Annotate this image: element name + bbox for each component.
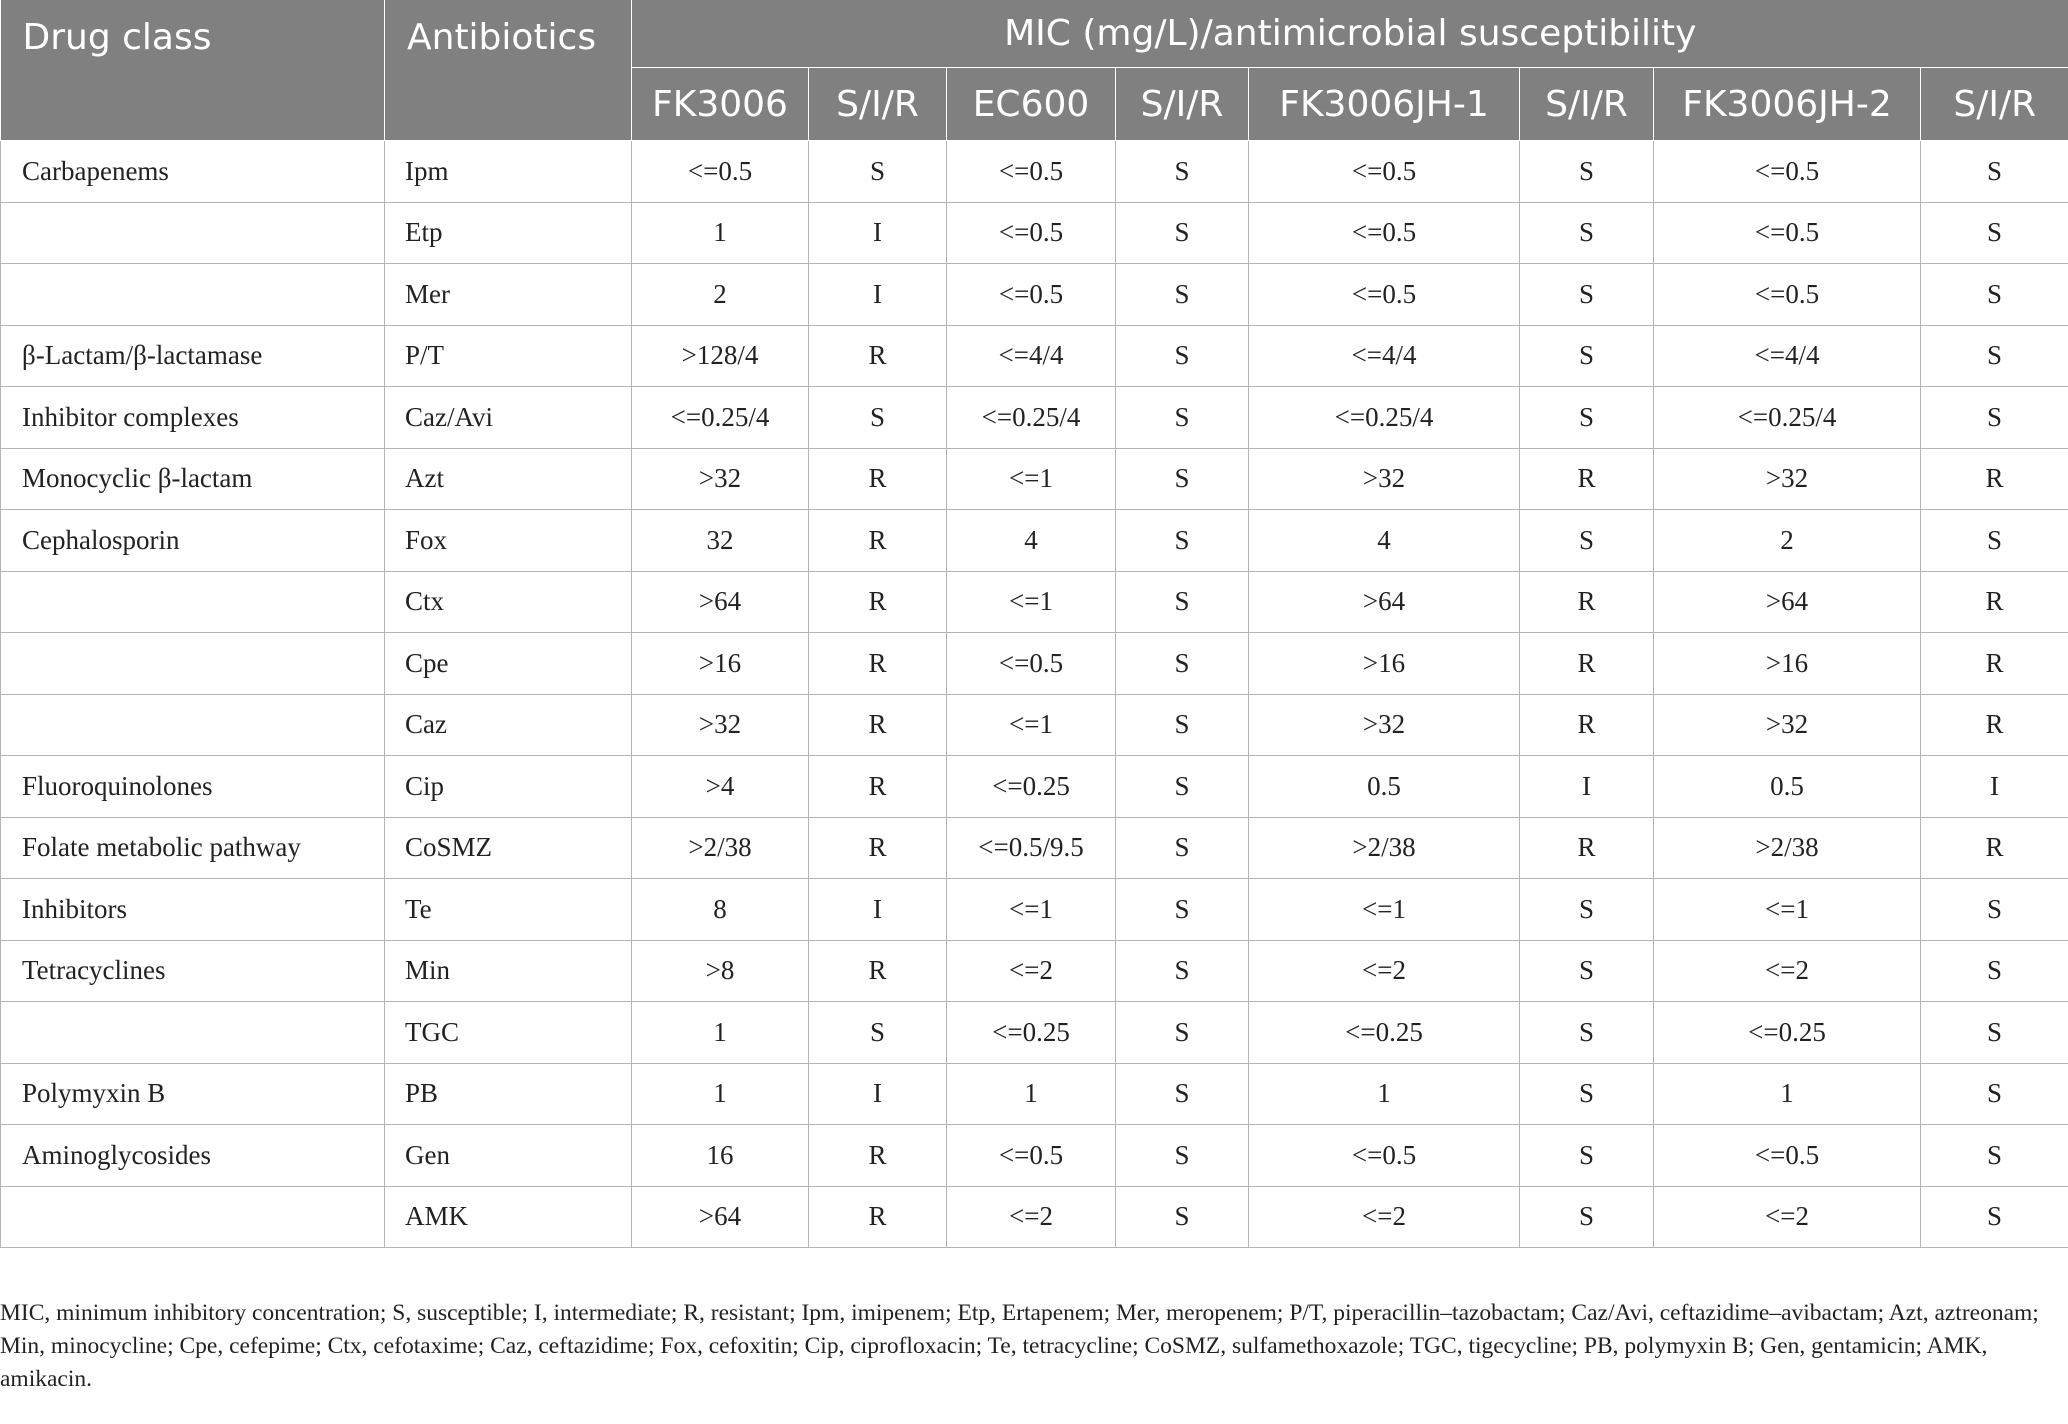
table-row — [1, 694, 2068, 756]
table-row — [1, 756, 2068, 818]
sir-cell: S — [1116, 325, 1249, 387]
drug-class-cell: β-Lactam/β-lactamase — [1, 325, 385, 387]
table-row — [1, 510, 2068, 572]
mic-value-cell: >4 — [632, 756, 809, 818]
drug-class-cell — [1, 1186, 385, 1248]
table-row — [1, 879, 2068, 941]
mic-value-cell: 2 — [632, 264, 809, 326]
sir-cell: S — [1921, 1063, 2068, 1125]
table-row — [1, 448, 2068, 510]
sir-cell: S — [1116, 756, 1249, 818]
sir-cell: S — [1116, 1125, 1249, 1187]
drug-class-cell: Inhibitor complexes — [1, 387, 385, 449]
drug-class-cell: Polymyxin B — [1, 1063, 385, 1125]
mic-value-cell: 32 — [632, 510, 809, 572]
mic-value-cell: 8 — [632, 879, 809, 941]
mic-value-cell: <=0.5 — [1249, 202, 1520, 264]
mic-value-cell: >32 — [1654, 694, 1921, 756]
table-row — [1, 264, 2068, 326]
table-row — [1, 325, 2068, 387]
antibiotic-cell: Mer — [385, 264, 632, 326]
sir-cell: S — [1116, 1186, 1249, 1248]
sir-cell: R — [809, 325, 947, 387]
mic-value-cell: <=1 — [947, 694, 1116, 756]
sir-cell: R — [1520, 694, 1654, 756]
mic-value-cell: >32 — [1249, 448, 1520, 510]
antibiotic-cell: Azt — [385, 448, 632, 510]
header-sir-fk3006jh-1: S/I/R — [1520, 68, 1654, 141]
sir-cell: S — [1921, 387, 2068, 449]
header-mic-group: MIC (mg/L)/antimicrobial susceptibility — [632, 0, 2068, 68]
sir-cell: S — [1116, 1002, 1249, 1064]
mic-value-cell: 4 — [947, 510, 1116, 572]
header-fk3006: FK3006 — [632, 68, 809, 141]
sir-cell: S — [1921, 325, 2068, 387]
sir-cell: R — [1921, 633, 2068, 695]
drug-class-cell: Tetracyclines — [1, 940, 385, 1002]
antibiotic-cell: Te — [385, 879, 632, 941]
mic-value-cell: >2/38 — [632, 817, 809, 879]
header-sir-fk3006jh-2: S/I/R — [1921, 68, 2068, 141]
mic-value-cell: >32 — [632, 694, 809, 756]
table-row — [1, 387, 2068, 449]
sir-cell: R — [809, 633, 947, 695]
mic-value-cell: >16 — [632, 633, 809, 695]
mic-value-cell: <=0.25/4 — [1654, 387, 1921, 449]
antibiotic-cell: Gen — [385, 1125, 632, 1187]
mic-value-cell: <=0.25 — [947, 756, 1116, 818]
mic-value-cell: 1 — [1654, 1063, 1921, 1125]
drug-class-cell — [1, 1002, 385, 1064]
mic-value-cell: <=0.5 — [632, 141, 809, 203]
mic-value-cell: 1 — [632, 1002, 809, 1064]
sir-cell: S — [1520, 1125, 1654, 1187]
table-body — [1, 141, 2068, 1248]
drug-class-cell — [1, 571, 385, 633]
mic-value-cell: <=0.25/4 — [1249, 387, 1520, 449]
sir-cell: S — [1921, 1002, 2068, 1064]
mic-value-cell: 0.5 — [1249, 756, 1520, 818]
sir-cell: S — [809, 1002, 947, 1064]
antibiotic-cell: Min — [385, 940, 632, 1002]
header-fk3006jh-1: FK3006JH-1 — [1249, 68, 1520, 141]
mic-value-cell: <=1 — [947, 879, 1116, 941]
mic-value-cell: <=2 — [1654, 1186, 1921, 1248]
drug-class-cell: Aminoglycosides — [1, 1125, 385, 1187]
drug-class-cell: Inhibitors — [1, 879, 385, 941]
sir-cell: S — [1116, 633, 1249, 695]
mic-value-cell: <=2 — [1249, 940, 1520, 1002]
table-row — [1, 1002, 2068, 1064]
sir-cell: R — [1520, 448, 1654, 510]
sir-cell: I — [1520, 756, 1654, 818]
mic-value-cell: <=0.5 — [1654, 264, 1921, 326]
sir-cell: R — [1921, 694, 2068, 756]
sir-cell: S — [1520, 325, 1654, 387]
drug-class-cell: Carbapenems — [1, 141, 385, 203]
table-row — [1, 633, 2068, 695]
table-header — [1, 0, 2068, 141]
mic-value-cell: <=0.25 — [947, 1002, 1116, 1064]
header-fk3006jh-2: FK3006JH-2 — [1654, 68, 1921, 141]
mic-value-cell: 1 — [632, 1063, 809, 1125]
sir-cell: S — [1116, 510, 1249, 572]
sir-cell: S — [1116, 879, 1249, 941]
drug-class-cell — [1, 694, 385, 756]
antibiotic-cell: Ctx — [385, 571, 632, 633]
sir-cell: R — [1520, 571, 1654, 633]
sir-cell: I — [809, 202, 947, 264]
sir-cell: S — [1520, 1063, 1654, 1125]
mic-value-cell: <=1 — [947, 571, 1116, 633]
drug-class-cell — [1, 633, 385, 695]
antibiotic-cell: Fox — [385, 510, 632, 572]
mic-value-cell: >2/38 — [1249, 817, 1520, 879]
mic-value-cell: <=0.5 — [947, 633, 1116, 695]
mic-value-cell: 4 — [1249, 510, 1520, 572]
antibiotic-cell: Cpe — [385, 633, 632, 695]
sir-cell: S — [1520, 510, 1654, 572]
mic-value-cell: >32 — [1654, 448, 1921, 510]
sir-cell: S — [1520, 940, 1654, 1002]
header-sir-ec600: S/I/R — [1116, 68, 1249, 141]
mic-value-cell: <=1 — [1654, 879, 1921, 941]
drug-class-cell: Monocyclic β-lactam — [1, 448, 385, 510]
mic-value-cell: 16 — [632, 1125, 809, 1187]
sir-cell: S — [1921, 202, 2068, 264]
sir-cell: S — [1116, 940, 1249, 1002]
mic-value-cell: >2/38 — [1654, 817, 1921, 879]
sir-cell: S — [1520, 1002, 1654, 1064]
sir-cell: S — [1520, 202, 1654, 264]
antibiotic-cell: AMK — [385, 1186, 632, 1248]
antibiotic-cell: Caz — [385, 694, 632, 756]
sir-cell: R — [809, 817, 947, 879]
drug-class-cell: Cephalosporin — [1, 510, 385, 572]
sir-cell: R — [809, 448, 947, 510]
sir-cell: R — [809, 1125, 947, 1187]
sir-cell: R — [1520, 817, 1654, 879]
mic-value-cell: 1 — [632, 202, 809, 264]
mic-value-cell: 0.5 — [1654, 756, 1921, 818]
mic-value-cell: <=0.5/9.5 — [947, 817, 1116, 879]
sir-cell: S — [1520, 1186, 1654, 1248]
sir-cell: S — [1116, 571, 1249, 633]
table-row — [1, 1063, 2068, 1125]
antibiotic-cell: Ipm — [385, 141, 632, 203]
antibiotic-cell: PB — [385, 1063, 632, 1125]
drug-class-cell: Folate metabolic pathway — [1, 817, 385, 879]
sir-cell: R — [809, 756, 947, 818]
sir-cell: S — [1921, 264, 2068, 326]
mic-value-cell: <=0.5 — [1249, 1125, 1520, 1187]
mic-value-cell: 1 — [1249, 1063, 1520, 1125]
drug-class-cell: Fluoroquinolones — [1, 756, 385, 818]
mic-value-cell: <=1 — [947, 448, 1116, 510]
mic-value-cell: 2 — [1654, 510, 1921, 572]
sir-cell: R — [809, 510, 947, 572]
mic-value-cell: <=0.5 — [1249, 264, 1520, 326]
antibiotic-cell: Caz/Avi — [385, 387, 632, 449]
sir-cell: R — [809, 571, 947, 633]
table-row — [1, 1125, 2068, 1187]
mic-value-cell: <=0.25/4 — [947, 387, 1116, 449]
mic-value-cell: <=2 — [1654, 940, 1921, 1002]
sir-cell: S — [1520, 141, 1654, 203]
sir-cell: S — [1520, 264, 1654, 326]
mic-value-cell: <=4/4 — [947, 325, 1116, 387]
sir-cell: S — [1116, 1063, 1249, 1125]
sir-cell: S — [1116, 694, 1249, 756]
sir-cell: S — [809, 141, 947, 203]
sir-cell: S — [1520, 879, 1654, 941]
mic-value-cell: <=2 — [947, 940, 1116, 1002]
mic-value-cell: >32 — [632, 448, 809, 510]
antibiotic-cell: Etp — [385, 202, 632, 264]
mic-value-cell: <=0.5 — [1654, 202, 1921, 264]
sir-cell: S — [1921, 141, 2068, 203]
mic-value-cell: <=2 — [947, 1186, 1116, 1248]
table-footnote: MIC, minimum inhibitory concentration; S, susceptible; I, intermediate; R, resistant; Ipm, imipenem; Etp, Ertapenem; Mer, meropenem; P/T, piperacillin–tazobactam; Caz/Avi, ceftazidime–avibactam; Azt, aztreonam; Min, minocycline; Cpe, cefepime; Ctx, cefotaxime; Caz, ceftazidime; Fox, cefoxitin; Cip, ciprofloxacin; Te, tetracycline; CoSMZ, sulfamethoxazole; TGC, tigecycline; PB, polymyxin B; Gen, gentamicin; AMK, amikacin. — [0, 1300, 2039, 1392]
header-antibiotics: Antibiotics — [385, 0, 632, 141]
mic-value-cell: <=0.25/4 — [632, 387, 809, 449]
table-row — [1, 817, 2068, 879]
sir-cell: S — [1116, 202, 1249, 264]
table-row — [1, 940, 2068, 1002]
sir-cell: S — [1116, 141, 1249, 203]
header-drug-class: Drug class — [1, 0, 385, 141]
table-row — [1, 1186, 2068, 1248]
sir-cell: I — [809, 264, 947, 326]
mic-value-cell: <=0.5 — [947, 141, 1116, 203]
mic-value-cell: >16 — [1654, 633, 1921, 695]
antibiotic-cell: TGC — [385, 1002, 632, 1064]
mic-value-cell: <=0.25 — [1654, 1002, 1921, 1064]
sir-cell: S — [1116, 264, 1249, 326]
sir-cell: S — [1921, 879, 2068, 941]
sir-cell: R — [809, 694, 947, 756]
mic-value-cell: <=4/4 — [1249, 325, 1520, 387]
sir-cell: S — [1921, 1186, 2068, 1248]
sir-cell: I — [809, 879, 947, 941]
sir-cell: I — [1921, 756, 2068, 818]
mic-value-cell: >64 — [632, 571, 809, 633]
sir-cell: R — [1520, 633, 1654, 695]
mic-value-cell: >64 — [1654, 571, 1921, 633]
mic-value-cell: 1 — [947, 1063, 1116, 1125]
table-row — [1, 202, 2068, 264]
header-sir-fk3006: S/I/R — [809, 68, 947, 141]
antibiotic-cell: CoSMZ — [385, 817, 632, 879]
mic-value-cell: >64 — [632, 1186, 809, 1248]
sir-cell: S — [1520, 387, 1654, 449]
sir-cell: S — [1921, 940, 2068, 1002]
mic-value-cell: <=0.5 — [947, 1125, 1116, 1187]
table-row — [1, 141, 2068, 203]
mic-value-cell: <=1 — [1249, 879, 1520, 941]
mic-value-cell: <=0.5 — [947, 202, 1116, 264]
mic-value-cell: >32 — [1249, 694, 1520, 756]
sir-cell: R — [1921, 817, 2068, 879]
mic-value-cell: <=0.25 — [1249, 1002, 1520, 1064]
sir-cell: S — [1116, 448, 1249, 510]
table-row — [1, 571, 2068, 633]
sir-cell: S — [809, 387, 947, 449]
header-ec600: EC600 — [947, 68, 1116, 141]
drug-class-cell — [1, 202, 385, 264]
sir-cell: I — [809, 1063, 947, 1125]
mic-value-cell: >64 — [1249, 571, 1520, 633]
sir-cell: S — [1116, 817, 1249, 879]
mic-value-cell: <=0.5 — [1654, 1125, 1921, 1187]
antibiotic-cell: P/T — [385, 325, 632, 387]
antibiotic-cell: Cip — [385, 756, 632, 818]
sir-cell: R — [809, 940, 947, 1002]
mic-value-cell: >16 — [1249, 633, 1520, 695]
sir-cell: S — [1116, 387, 1249, 449]
mic-value-cell: >128/4 — [632, 325, 809, 387]
sir-cell: R — [1921, 448, 2068, 510]
mic-value-cell: <=4/4 — [1654, 325, 1921, 387]
sir-cell: R — [809, 1186, 947, 1248]
mic-value-cell: <=2 — [1249, 1186, 1520, 1248]
sir-cell: R — [1921, 571, 2068, 633]
mic-value-cell: <=0.5 — [1249, 141, 1520, 203]
sir-cell: S — [1921, 510, 2068, 572]
mic-value-cell: <=0.5 — [1654, 141, 1921, 203]
mic-value-cell: <=0.5 — [947, 264, 1116, 326]
sir-cell: S — [1921, 1125, 2068, 1187]
drug-class-cell — [1, 264, 385, 326]
mic-value-cell: >8 — [632, 940, 809, 1002]
